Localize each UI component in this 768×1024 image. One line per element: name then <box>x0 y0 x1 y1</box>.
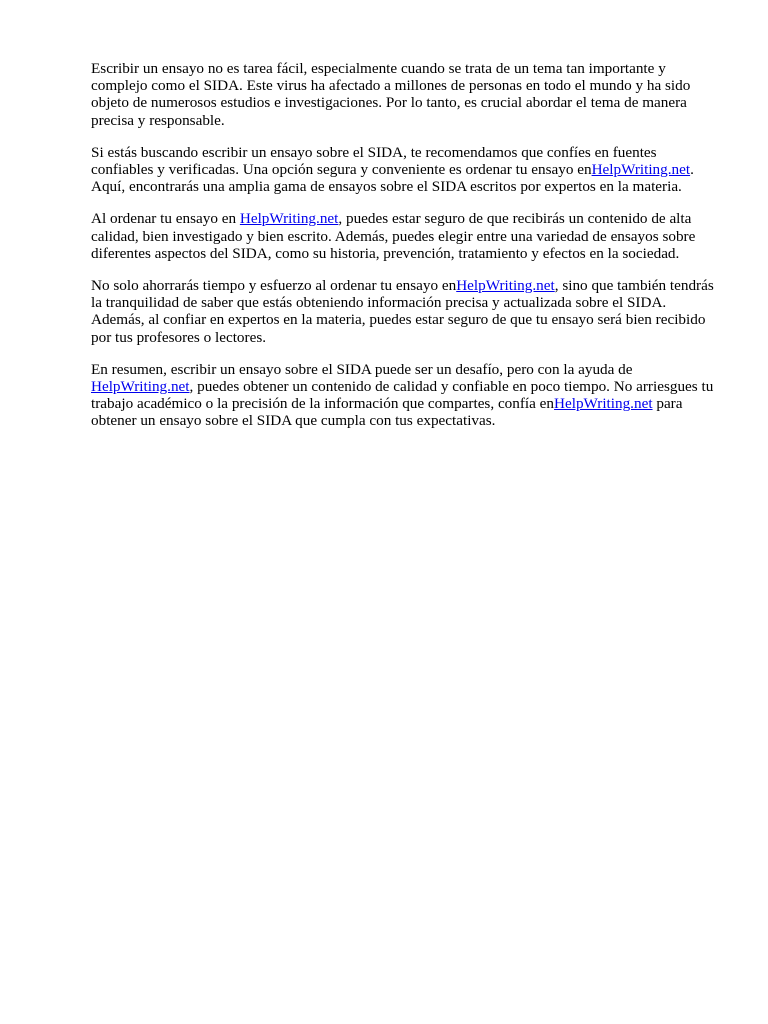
paragraph-text: Al ordenar tu ensayo en <box>91 210 240 228</box>
paragraph-intro <box>91 60 716 129</box>
document-body <box>91 60 716 445</box>
paragraph-summary <box>91 361 716 430</box>
paragraph-sources <box>91 144 716 196</box>
paragraph-text: , puedes estar seguro de que recibirás un contenido de alta calidad, bien investigado y bien escrito. Además, puedes elegir entre una variedad de ensayos sobre diferentes aspectos del SIDA, como su historia, prevención, tratamiento y efectos en la sociedad. <box>91 210 696 262</box>
paragraph-text: No solo ahorrarás tiempo y esfuerzo al ordenar tu ensayo en <box>91 277 457 295</box>
paragraph-text: , puedes obtener un contenido de calidad y confiable en poco tiempo. No arriesgues tu trabajo académico o la precisión de la información que compartes, confía en <box>91 378 714 413</box>
paragraph-text: para obtener un ensayo sobre el SIDA que cumpla con tus expectativas. <box>91 395 683 430</box>
paragraph-text: En resumen, escribir un ensayo sobre el SIDA puede ser un desafío, pero con la ayuda de <box>91 360 633 378</box>
paragraph-text: . Aquí, encontrarás una amplia gama de ensayos sobre el SIDA escritos por expertos en la materia. <box>91 161 694 196</box>
helpwriting-link[interactable]: HelpWriting.net <box>591 161 691 179</box>
paragraph-text: , sino que también tendrás la tranquilidad de saber que estás obteniendo información precisa y actualizada sobre el SIDA. Además, al confiar en expertos en la materia, puedes estar seguro de que tu ensayo será bien recibido por tus profesores o lectores. <box>91 277 714 346</box>
paragraph-text: Si estás buscando escribir un ensayo sobre el SIDA, te recomendamos que confíes en fuentes confiables y verificadas. Una opción segura y conveniente es ordenar tu ensayo en <box>91 143 657 179</box>
helpwriting-link[interactable]: HelpWriting.net <box>456 277 555 295</box>
helpwriting-link[interactable]: HelpWriting.net <box>554 395 653 413</box>
paragraph-quality <box>91 210 716 262</box>
helpwriting-link[interactable]: HelpWriting.net <box>239 210 339 228</box>
paragraph-text: Escribir un ensayo no es tarea fácil, especialmente cuando se trata de un tema tan importante y complejo como el SIDA. Este virus ha afectado a millones de personas en todo el mundo y ha sido objeto de numerosos estudios e investigaciones. Por lo tanto, es crucial abordar el tema de manera precisa y responsable. <box>91 60 691 129</box>
paragraph-time <box>91 277 716 346</box>
helpwriting-link[interactable]: HelpWriting.net <box>91 378 190 396</box>
